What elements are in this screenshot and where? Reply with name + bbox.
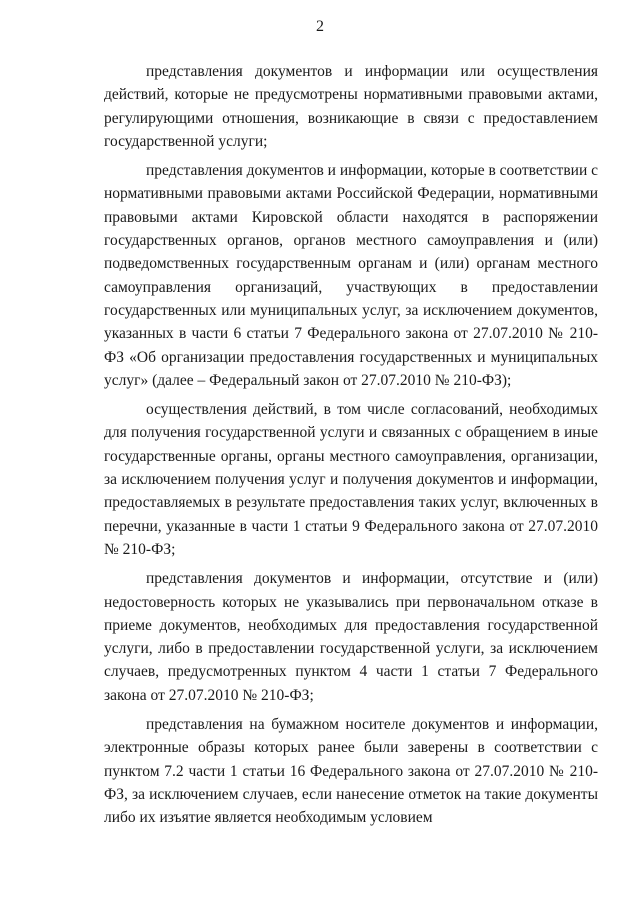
paragraph: представления документов и информации, которые в соответствии с нормативными правовыми актами Российской Федерации, нормативными правовыми актами Кировской области находятся в распоряжении государственных органов, органов местного самоуправления и (или) подведомственных государственным органам и (или) органам местного самоуправления организаций, участвующих в предоставлении государственных или муниципальных услуг, за исключением документов, указанных в части 6 статьи 7 Федерального закона от 27.07.2010 № 210-ФЗ «Об организации предоставления государственных и муниципальных услуг» (далее – Федеральный закон от 27.07.2010 № 210-ФЗ); <box>104 162 598 389</box>
document-body <box>104 60 598 830</box>
paragraph: представления документов и информации или осуществления действий, которые не предусмотрены нормативными правовыми актами, регулирующими отношения, возникающие в связи с предоставлением государственной услуги; <box>104 63 598 150</box>
paragraph: представления на бумажном носителе документов и информации, электронные образы которых ранее были заверены в соответствии с пунктом 7.2 части 1 статьи 16 Федерального закона от 27.07.2010 № 210-ФЗ, за исключением случаев, если нанесение отметок на такие документы либо их изъятие является необходимым условием <box>104 716 598 827</box>
page-number: 2 <box>316 18 324 35</box>
paragraph: осуществления действий, в том числе согласований, необходимых для получения государственной услуги и связанных с обращением в иные государственные органы, органы местного самоуправления, организации, за исключением получения услуг и получения документов и информации, предоставляемых в результате предоставления таких услуг, включенных в перечни, указанные в части 1 статьи 9 Федерального закона от 27.07.2010 № 210-ФЗ; <box>104 401 598 558</box>
paragraph: представления документов и информации, отсутствие и (или) недостоверность которых не указывались при первоначальном отказе в приеме документов, необходимых для предоставления государственной услуги, либо в предоставлении государственной услуги, за исключением случаев, предусмотренных пунктом 4 части 1 статьи 7 Федерального закона от 27.07.2010 № 210-ФЗ; <box>104 570 598 704</box>
